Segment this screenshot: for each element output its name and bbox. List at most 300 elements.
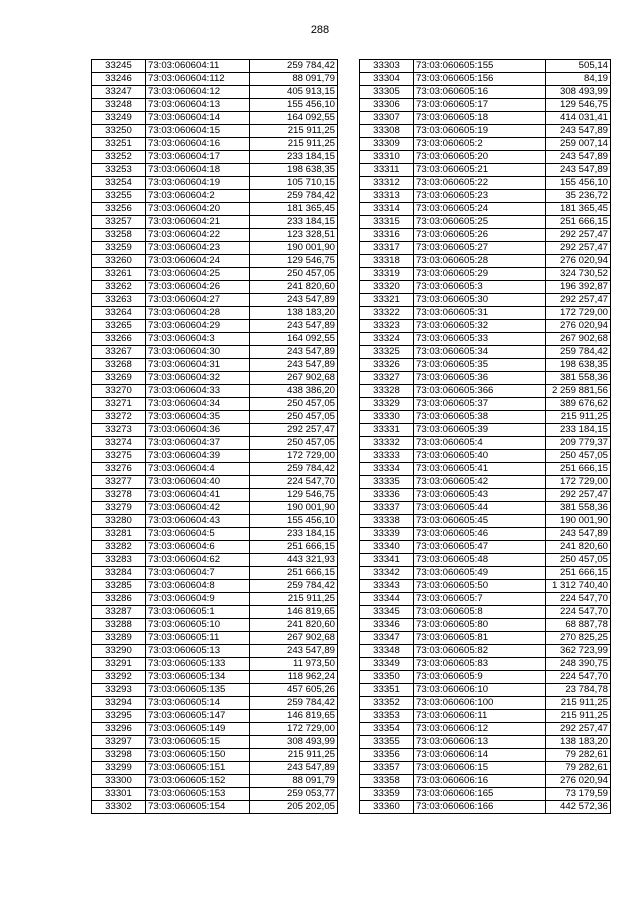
cadastral-number-cell: 73:03:060605:29 (414, 268, 546, 281)
cadastral-number-cell: 73:03:060604:22 (146, 229, 250, 242)
row-number-cell: 33329 (360, 398, 414, 411)
table-row (92, 281, 338, 294)
cadastral-number-cell: 73:03:060605:25 (414, 216, 546, 229)
table-row (92, 658, 338, 671)
row-number-cell: 33314 (360, 203, 414, 216)
row-number-cell: 33262 (92, 281, 146, 294)
cadastral-number-cell: 73:03:060606:12 (414, 723, 546, 736)
table-row (360, 216, 611, 229)
table-row (360, 346, 611, 359)
table-row (92, 411, 338, 424)
table-row (92, 60, 338, 73)
table-row (360, 307, 611, 320)
cadastral-number-cell: 73:03:060605:49 (414, 567, 546, 580)
value-cell: 251 666,15 (250, 541, 338, 554)
value-cell: 129 546,75 (546, 99, 611, 112)
registry-table-right (359, 59, 611, 814)
table-row (92, 541, 338, 554)
row-number-cell: 33267 (92, 346, 146, 359)
table-row (360, 658, 611, 671)
cadastral-number-cell: 73:03:060604:27 (146, 294, 250, 307)
value-cell: 292 257,47 (250, 424, 338, 437)
row-number-cell: 33292 (92, 671, 146, 684)
row-number-cell: 33287 (92, 606, 146, 619)
value-cell: 146 819,65 (250, 710, 338, 723)
row-number-cell: 33345 (360, 606, 414, 619)
cadastral-number-cell: 73:03:060605:10 (146, 619, 250, 632)
cadastral-number-cell: 73:03:060605:17 (414, 99, 546, 112)
table-row (360, 333, 611, 346)
cadastral-number-cell: 73:03:060604:3 (146, 333, 250, 346)
value-cell: 164 092,55 (250, 333, 338, 346)
table-row (92, 359, 338, 372)
cadastral-number-cell: 73:03:060605:26 (414, 229, 546, 242)
value-cell: 243 547,89 (250, 320, 338, 333)
row-number-cell: 33354 (360, 723, 414, 736)
cadastral-number-cell: 73:03:060605:134 (146, 671, 250, 684)
table-row (92, 788, 338, 801)
value-cell: 292 257,47 (546, 294, 611, 307)
value-cell: 198 638,35 (250, 164, 338, 177)
cadastral-number-cell: 73:03:060605:14 (146, 697, 250, 710)
cadastral-number-cell: 73:03:060606:13 (414, 736, 546, 749)
row-number-cell: 33291 (92, 658, 146, 671)
row-number-cell: 33348 (360, 645, 414, 658)
cadastral-number-cell: 73:03:060604:11 (146, 60, 250, 73)
row-number-cell: 33339 (360, 528, 414, 541)
row-number-cell: 33304 (360, 73, 414, 86)
table-row (360, 502, 611, 515)
row-number-cell: 33332 (360, 437, 414, 450)
table-row (92, 398, 338, 411)
value-cell: 259 053,77 (250, 788, 338, 801)
row-number-cell: 33360 (360, 801, 414, 814)
value-cell: 215 911,25 (546, 697, 611, 710)
cadastral-number-cell: 73:03:060605:155 (414, 60, 546, 73)
cadastral-number-cell: 73:03:060605:4 (414, 437, 546, 450)
cadastral-number-cell: 73:03:060605:50 (414, 580, 546, 593)
value-cell: 224 547,70 (546, 671, 611, 684)
table-row (92, 632, 338, 645)
cadastral-number-cell: 73:03:060604:32 (146, 372, 250, 385)
table-row (360, 632, 611, 645)
table-row (92, 125, 338, 138)
table-row (92, 216, 338, 229)
value-cell: 259 784,42 (250, 60, 338, 73)
table-row (360, 190, 611, 203)
row-number-cell: 33310 (360, 151, 414, 164)
row-number-cell: 33331 (360, 424, 414, 437)
row-number-cell: 33349 (360, 658, 414, 671)
value-cell: 243 547,89 (250, 762, 338, 775)
cadastral-number-cell: 73:03:060604:14 (146, 112, 250, 125)
cadastral-number-cell: 73:03:060605:154 (146, 801, 250, 814)
value-cell: 146 819,65 (250, 606, 338, 619)
table-row (360, 151, 611, 164)
row-number-cell: 33344 (360, 593, 414, 606)
cadastral-number-cell: 73:03:060605:37 (414, 398, 546, 411)
value-cell: 267 902,68 (546, 333, 611, 346)
row-number-cell: 33285 (92, 580, 146, 593)
row-number-cell: 33315 (360, 216, 414, 229)
table-row (92, 450, 338, 463)
table-row (360, 255, 611, 268)
row-number-cell: 33343 (360, 580, 414, 593)
cadastral-number-cell: 73:03:060605:13 (146, 645, 250, 658)
table-row (92, 268, 338, 281)
cadastral-number-cell: 73:03:060605:80 (414, 619, 546, 632)
table-row (360, 554, 611, 567)
row-number-cell: 33296 (92, 723, 146, 736)
cadastral-number-cell: 73:03:060604:39 (146, 450, 250, 463)
row-number-cell: 33356 (360, 749, 414, 762)
value-cell: 196 392,87 (546, 281, 611, 294)
value-cell: 442 572,36 (546, 801, 611, 814)
row-number-cell: 33274 (92, 437, 146, 450)
value-cell: 224 547,70 (546, 593, 611, 606)
value-cell: 215 911,25 (546, 710, 611, 723)
value-cell: 190 001,90 (250, 242, 338, 255)
table-row (92, 801, 338, 814)
cadastral-number-cell: 73:03:060604:29 (146, 320, 250, 333)
value-cell: 251 666,15 (546, 567, 611, 580)
table-row (360, 775, 611, 788)
row-number-cell: 33271 (92, 398, 146, 411)
value-cell: 129 546,75 (250, 255, 338, 268)
table-row (360, 489, 611, 502)
row-number-cell: 33249 (92, 112, 146, 125)
table-row (360, 268, 611, 281)
value-cell: 259 784,42 (546, 346, 611, 359)
row-number-cell: 33266 (92, 333, 146, 346)
value-cell: 172 729,00 (250, 450, 338, 463)
page-number: 288 (310, 24, 330, 36)
row-number-cell: 33282 (92, 541, 146, 554)
cadastral-number-cell: 73:03:060605:366 (414, 385, 546, 398)
table-row (92, 528, 338, 541)
row-number-cell: 33263 (92, 294, 146, 307)
value-cell: 215 911,25 (250, 593, 338, 606)
value-cell: 1 312 740,40 (546, 580, 611, 593)
value-cell: 248 390,75 (546, 658, 611, 671)
row-number-cell: 33257 (92, 216, 146, 229)
row-number-cell: 33246 (92, 73, 146, 86)
value-cell: 181 365,45 (546, 203, 611, 216)
table-row (360, 762, 611, 775)
cadastral-number-cell: 73:03:060605:9 (414, 671, 546, 684)
table-row (92, 762, 338, 775)
table-row (360, 424, 611, 437)
cadastral-number-cell: 73:03:060605:147 (146, 710, 250, 723)
cadastral-number-cell: 73:03:060605:40 (414, 450, 546, 463)
row-number-cell: 33337 (360, 502, 414, 515)
value-cell: 270 825,25 (546, 632, 611, 645)
row-number-cell: 33346 (360, 619, 414, 632)
cadastral-number-cell: 73:03:060604:9 (146, 593, 250, 606)
table-row (360, 86, 611, 99)
cadastral-number-cell: 73:03:060605:38 (414, 411, 546, 424)
cadastral-number-cell: 73:03:060604:5 (146, 528, 250, 541)
cadastral-number-cell: 73:03:060604:15 (146, 125, 250, 138)
row-number-cell: 33284 (92, 567, 146, 580)
cadastral-number-cell: 73:03:060604:7 (146, 567, 250, 580)
value-cell: 324 730,52 (546, 268, 611, 281)
row-number-cell: 33328 (360, 385, 414, 398)
table-row (92, 203, 338, 216)
value-cell: 243 547,89 (250, 645, 338, 658)
table-row (360, 177, 611, 190)
cadastral-number-cell: 73:03:060605:35 (414, 359, 546, 372)
cadastral-number-cell: 73:03:060605:150 (146, 749, 250, 762)
row-number-cell: 33272 (92, 411, 146, 424)
row-number-cell: 33341 (360, 554, 414, 567)
row-number-cell: 33254 (92, 177, 146, 190)
table-row (92, 515, 338, 528)
row-number-cell: 33322 (360, 307, 414, 320)
row-number-cell: 33259 (92, 242, 146, 255)
row-number-cell: 33326 (360, 359, 414, 372)
value-cell: 84,19 (546, 73, 611, 86)
value-cell: 259 784,42 (250, 697, 338, 710)
table-row (360, 697, 611, 710)
table-row (92, 255, 338, 268)
table-row (360, 320, 611, 333)
value-cell: 190 001,90 (250, 502, 338, 515)
value-cell: 259 007,14 (546, 138, 611, 151)
cadastral-number-cell: 73:03:060605:133 (146, 658, 250, 671)
value-cell: 241 820,60 (250, 281, 338, 294)
value-cell: 243 547,89 (546, 151, 611, 164)
cadastral-number-cell: 73:03:060605:23 (414, 190, 546, 203)
row-number-cell: 33289 (92, 632, 146, 645)
cadastral-number-cell: 73:03:060604:36 (146, 424, 250, 437)
cadastral-number-cell: 73:03:060605:8 (414, 606, 546, 619)
table-row (360, 164, 611, 177)
table-row (92, 749, 338, 762)
value-cell: 190 001,90 (546, 515, 611, 528)
row-number-cell: 33248 (92, 99, 146, 112)
table-row (360, 671, 611, 684)
cadastral-number-cell: 73:03:060605:151 (146, 762, 250, 775)
cadastral-number-cell: 73:03:060604:21 (146, 216, 250, 229)
value-cell: 308 493,99 (546, 86, 611, 99)
row-number-cell: 33273 (92, 424, 146, 437)
value-cell: 251 666,15 (546, 216, 611, 229)
cadastral-number-cell: 73:03:060604:6 (146, 541, 250, 554)
value-cell: 443 321,93 (250, 554, 338, 567)
table-row (360, 515, 611, 528)
row-number-cell: 33336 (360, 489, 414, 502)
value-cell: 414 031,41 (546, 112, 611, 125)
row-number-cell: 33333 (360, 450, 414, 463)
row-number-cell: 33245 (92, 60, 146, 73)
value-cell: 250 457,05 (250, 411, 338, 424)
value-cell: 405 913,15 (250, 86, 338, 99)
value-cell: 224 547,70 (250, 476, 338, 489)
cadastral-number-cell: 73:03:060604:26 (146, 281, 250, 294)
row-number-cell: 33351 (360, 684, 414, 697)
cadastral-number-cell: 73:03:060604:42 (146, 502, 250, 515)
row-number-cell: 33280 (92, 515, 146, 528)
cadastral-number-cell: 73:03:060606:166 (414, 801, 546, 814)
value-cell: 276 020,94 (546, 320, 611, 333)
table-row (92, 775, 338, 788)
value-cell: 73 179,59 (546, 788, 611, 801)
table-row (360, 294, 611, 307)
cadastral-number-cell: 73:03:060605:28 (414, 255, 546, 268)
value-cell: 259 784,42 (250, 580, 338, 593)
row-number-cell: 33350 (360, 671, 414, 684)
table-row (360, 398, 611, 411)
table-row (360, 73, 611, 86)
table-row (360, 385, 611, 398)
table-row (92, 333, 338, 346)
table-row (360, 476, 611, 489)
table-row (92, 437, 338, 450)
cadastral-number-cell: 73:03:060605:39 (414, 424, 546, 437)
cadastral-number-cell: 73:03:060605:19 (414, 125, 546, 138)
value-cell: 172 729,00 (546, 307, 611, 320)
cadastral-number-cell: 73:03:060604:24 (146, 255, 250, 268)
row-number-cell: 33299 (92, 762, 146, 775)
cadastral-number-cell: 73:03:060604:40 (146, 476, 250, 489)
row-number-cell: 33305 (360, 86, 414, 99)
table-row (92, 385, 338, 398)
table-row (360, 528, 611, 541)
value-cell: 233 184,15 (250, 216, 338, 229)
cadastral-number-cell: 73:03:060605:11 (146, 632, 250, 645)
row-number-cell: 33325 (360, 346, 414, 359)
value-cell: 138 183,20 (546, 736, 611, 749)
row-number-cell: 33306 (360, 99, 414, 112)
row-number-cell: 33327 (360, 372, 414, 385)
value-cell: 138 183,20 (250, 307, 338, 320)
row-number-cell: 33308 (360, 125, 414, 138)
row-number-cell: 33283 (92, 554, 146, 567)
table-row (92, 229, 338, 242)
row-number-cell: 33270 (92, 385, 146, 398)
cadastral-number-cell: 73:03:060604:23 (146, 242, 250, 255)
cadastral-number-cell: 73:03:060605:152 (146, 775, 250, 788)
cadastral-number-cell: 73:03:060606:165 (414, 788, 546, 801)
value-cell: 292 257,47 (546, 229, 611, 242)
row-number-cell: 33357 (360, 762, 414, 775)
value-cell: 11 973,50 (250, 658, 338, 671)
value-cell: 215 911,25 (250, 138, 338, 151)
cadastral-number-cell: 73:03:060604:17 (146, 151, 250, 164)
value-cell: 362 723,99 (546, 645, 611, 658)
value-cell: 243 547,89 (250, 359, 338, 372)
cadastral-number-cell: 73:03:060605:82 (414, 645, 546, 658)
value-cell: 172 729,00 (250, 723, 338, 736)
value-cell: 79 282,61 (546, 762, 611, 775)
table-row (92, 99, 338, 112)
row-number-cell: 33264 (92, 307, 146, 320)
row-number-cell: 33342 (360, 567, 414, 580)
table-row (360, 788, 611, 801)
cadastral-number-cell: 73:03:060604:31 (146, 359, 250, 372)
value-cell: 155 456,10 (250, 99, 338, 112)
row-number-cell: 33258 (92, 229, 146, 242)
table-row (360, 203, 611, 216)
value-cell: 172 729,00 (546, 476, 611, 489)
cadastral-number-cell: 73:03:060605:24 (414, 203, 546, 216)
table-row (92, 112, 338, 125)
table-row (360, 593, 611, 606)
table-row (92, 593, 338, 606)
table-row (92, 489, 338, 502)
value-cell: 259 784,42 (250, 190, 338, 203)
cadastral-number-cell: 73:03:060605:15 (146, 736, 250, 749)
value-cell: 129 546,75 (250, 489, 338, 502)
row-number-cell: 33276 (92, 463, 146, 476)
row-number-cell: 33247 (92, 86, 146, 99)
cadastral-number-cell: 73:03:060605:1 (146, 606, 250, 619)
value-cell: 505,14 (546, 60, 611, 73)
table-row (360, 710, 611, 723)
value-cell: 381 558,36 (546, 372, 611, 385)
value-cell: 88 091,79 (250, 73, 338, 86)
table-row (360, 411, 611, 424)
value-cell: 243 547,89 (250, 294, 338, 307)
table-row (360, 645, 611, 658)
row-number-cell: 33300 (92, 775, 146, 788)
cadastral-number-cell: 73:03:060605:33 (414, 333, 546, 346)
cadastral-number-cell: 73:03:060604:30 (146, 346, 250, 359)
table-row (92, 346, 338, 359)
cadastral-number-cell: 73:03:060604:20 (146, 203, 250, 216)
table-row (92, 164, 338, 177)
table-row (360, 242, 611, 255)
table-row (92, 554, 338, 567)
value-cell: 276 020,94 (546, 775, 611, 788)
value-cell: 68 887,78 (546, 619, 611, 632)
row-number-cell: 33317 (360, 242, 414, 255)
row-number-cell: 33288 (92, 619, 146, 632)
table-row (360, 567, 611, 580)
value-cell: 292 257,47 (546, 489, 611, 502)
value-cell: 267 902,68 (250, 372, 338, 385)
cadastral-number-cell: 73:03:060604:16 (146, 138, 250, 151)
table-row (92, 710, 338, 723)
cadastral-number-cell: 73:03:060604:35 (146, 411, 250, 424)
row-number-cell: 33330 (360, 411, 414, 424)
table-row (360, 372, 611, 385)
table-row (92, 463, 338, 476)
value-cell: 241 820,60 (250, 619, 338, 632)
cadastral-number-cell: 73:03:060604:41 (146, 489, 250, 502)
row-number-cell: 33347 (360, 632, 414, 645)
cadastral-number-cell: 73:03:060605:46 (414, 528, 546, 541)
row-number-cell: 33265 (92, 320, 146, 333)
cadastral-number-cell: 73:03:060605:135 (146, 684, 250, 697)
row-number-cell: 33261 (92, 268, 146, 281)
cadastral-number-cell: 73:03:060605:16 (414, 86, 546, 99)
value-cell: 164 092,55 (250, 112, 338, 125)
row-number-cell: 33358 (360, 775, 414, 788)
table-row (360, 437, 611, 450)
cadastral-number-cell: 73:03:060604:62 (146, 554, 250, 567)
cadastral-number-cell: 73:03:060604:13 (146, 99, 250, 112)
value-cell: 259 784,42 (250, 463, 338, 476)
row-number-cell: 33353 (360, 710, 414, 723)
cadastral-number-cell: 73:03:060604:8 (146, 580, 250, 593)
value-cell: 215 911,25 (250, 749, 338, 762)
cadastral-number-cell: 73:03:060606:10 (414, 684, 546, 697)
row-number-cell: 33340 (360, 541, 414, 554)
row-number-cell: 33324 (360, 333, 414, 346)
row-number-cell: 33251 (92, 138, 146, 151)
